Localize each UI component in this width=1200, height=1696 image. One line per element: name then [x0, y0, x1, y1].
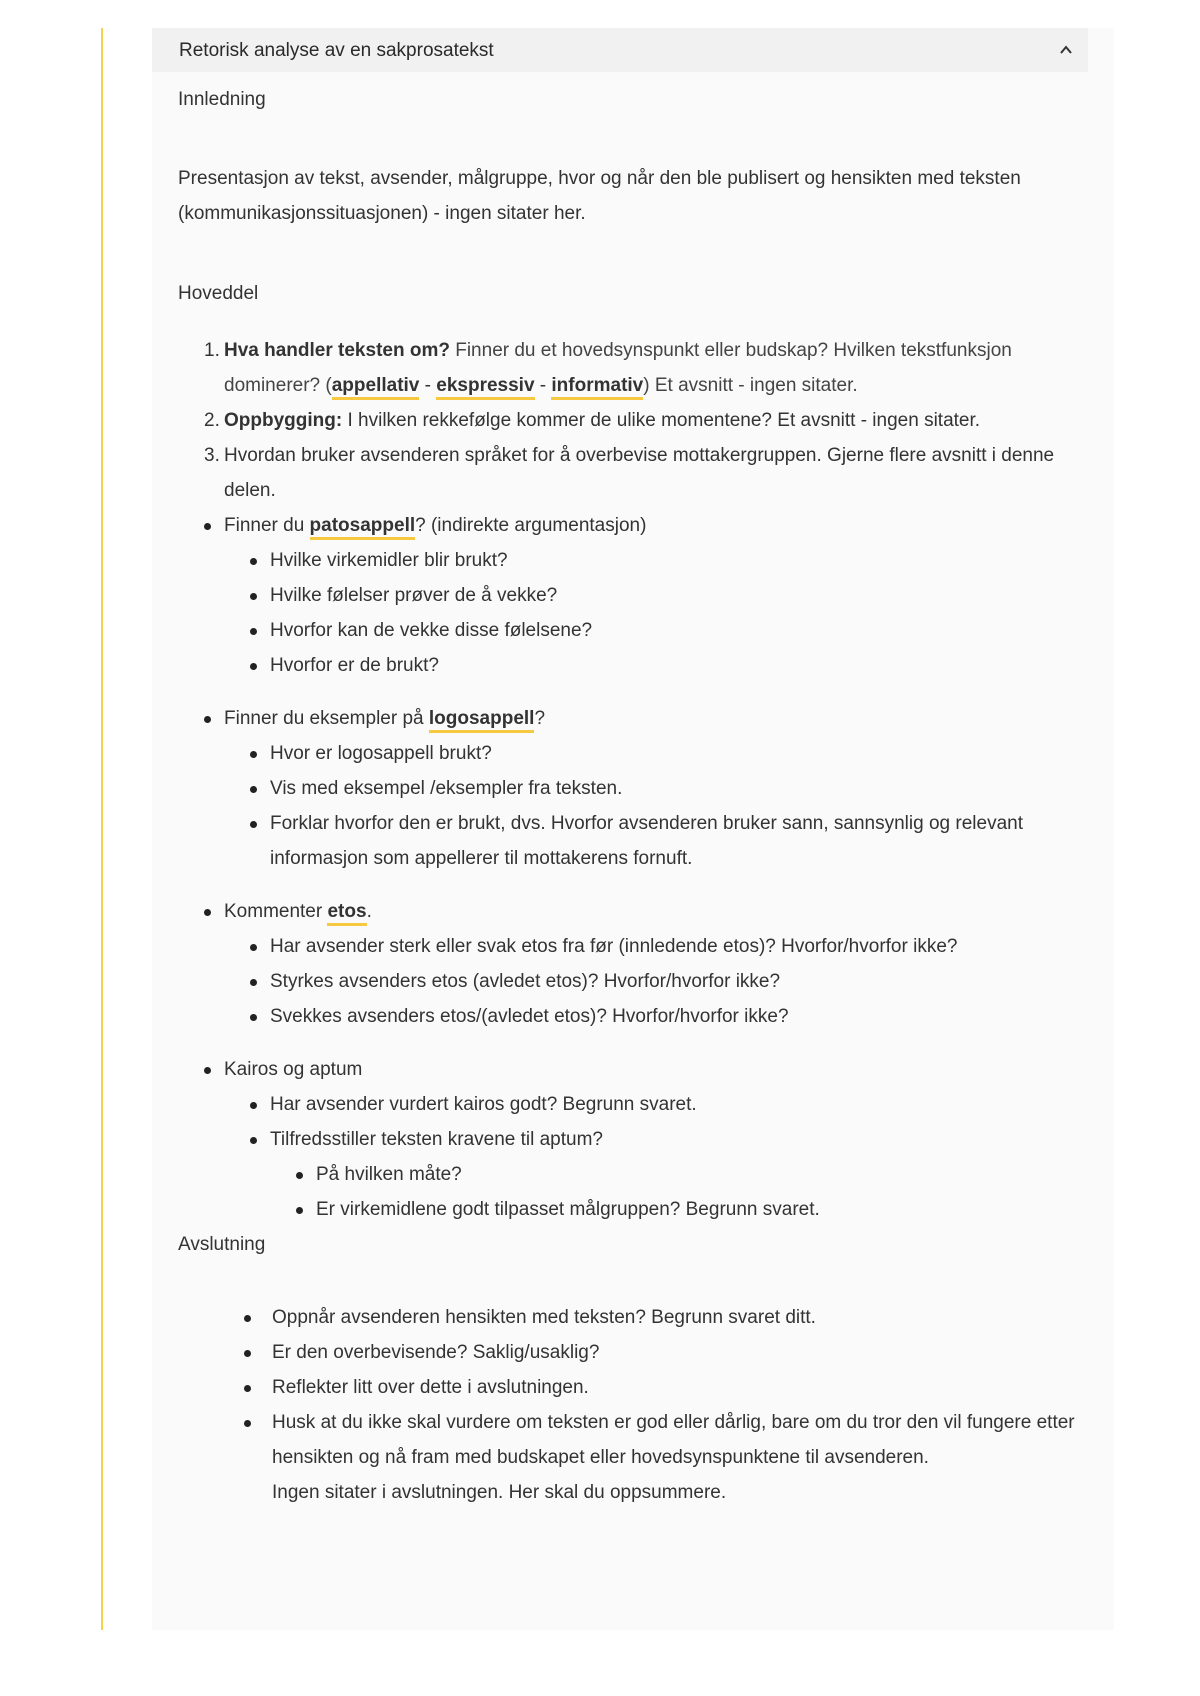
bullet-icon: [204, 1067, 211, 1074]
bullet-icon: [296, 1207, 303, 1214]
main-heading: Hoveddel: [178, 283, 259, 304]
sub-list: [250, 1087, 1078, 1227]
closing-heading: Avslutning: [178, 1234, 266, 1255]
intro-heading: Innledning: [178, 89, 266, 110]
bullet-icon: [244, 1385, 251, 1392]
appeal-list: [204, 508, 1078, 1227]
bullet-icon: [244, 1350, 251, 1357]
bullet-icon: [250, 1014, 257, 1021]
sub-list: [250, 929, 1078, 1034]
list-item: Styrkes avsenders etos (avledet etos)? Hvorfor/hvorfor ikke?: [250, 964, 1078, 999]
accordion-title: Retorisk analyse av en sakprosatekst: [179, 40, 494, 61]
list-item: På hvilken måte?: [296, 1157, 1078, 1192]
closing-note: Ingen sitater i avslutningen. Her skal du oppsummere.: [272, 1482, 727, 1503]
list-item-kairos: Kairos og aptum Har avsender vurdert kairos godt? Begrunn svaret. Tilfredsstiller teksten kravene til aptum? På hvilken måte? Er virkemidlene godt tilpasset målgruppen? Begrunn svaret.: [204, 1052, 1078, 1227]
list-item: Hvilke følelser prøver de å vekke?: [250, 578, 1078, 613]
closing-list: [242, 1300, 1078, 1510]
list-item: Reflekter litt over dette i avslutningen.: [242, 1370, 1078, 1405]
bullet-icon: [250, 593, 257, 600]
bullet-icon: [250, 663, 257, 670]
bullet-icon: [250, 751, 257, 758]
accordion-content: [178, 82, 1078, 1510]
sub-sub-list: [296, 1157, 1078, 1227]
bullet-icon: [250, 628, 257, 635]
list-item: Er den overbevisende? Saklig/usaklig?: [242, 1335, 1078, 1370]
glossary-link-informativ[interactable]: informativ: [551, 375, 643, 400]
bullet-icon: [250, 821, 257, 828]
list-item: Hvor er logosappell brukt?: [250, 736, 1078, 771]
bullet-icon: [296, 1172, 303, 1179]
list-item: Har avsender vurdert kairos godt? Begrunn svaret.: [250, 1087, 1078, 1122]
list-item: 3. Hvordan bruker avsenderen språket for å overbevise mottakergruppen. Gjerne flere avsnitt i denne delen.: [204, 445, 1055, 501]
accordion-header[interactable]: [152, 28, 1088, 72]
list-item: Hvilke virkemidler blir brukt?: [250, 543, 1078, 578]
glossary-link-etos[interactable]: etos: [327, 901, 366, 926]
bullet-icon: [250, 979, 257, 986]
list-item: Hvorfor er de brukt?: [250, 648, 1078, 683]
bullet-icon: [250, 944, 257, 951]
list-item: 1. Hva handler teksten om? Finner du et hovedsynspunkt eller budskap? Hvilken tekstfunksjon dominerer? (appellativ - ekspressiv - informativ) Et avsnitt - ingen sitater.: [204, 333, 1078, 403]
bullet-icon: [250, 1137, 257, 1144]
list-item: Tilfredsstiller teksten kravene til aptum? På hvilken måte? Er virkemidlene godt tilpasset målgruppen? Begrunn svaret.: [250, 1122, 1078, 1227]
glossary-link-logosappell[interactable]: logosappell: [429, 708, 535, 733]
sub-list: [250, 736, 1078, 876]
bullet-icon: [250, 558, 257, 565]
bullet-icon: [204, 523, 211, 530]
glossary-link-appellativ[interactable]: appellativ: [332, 375, 420, 400]
glossary-link-ekspressiv[interactable]: ekspressiv: [436, 375, 534, 400]
list-item: Hvorfor kan de vekke disse følelsene?: [250, 613, 1078, 648]
list-item: Er virkemidlene godt tilpasset målgruppen? Begrunn svaret.: [296, 1192, 1078, 1227]
list-item-pathos: Finner du patosappell? (indirekte argumentasjon) Hvilke virkemidler blir brukt? Hvilke følelser prøver de å vekke? Hvorfor kan de vekke disse følelsene? Hvorfor er de brukt?: [204, 508, 1078, 683]
sub-list: [250, 543, 1078, 683]
chevron-up-icon[interactable]: [1058, 42, 1074, 58]
bullet-icon: [204, 909, 211, 916]
list-item-ethos: Kommenter etos. Har avsender sterk eller svak etos fra før (innledende etos)? Hvorfor/hvorfor ikke? Styrkes avsenders etos (avledet etos)? Hvorfor/hvorfor ikke? Svekkes avsenders etos/(avledet etos)? Hvorfor/hvorfor ikke?: [204, 894, 1078, 1034]
list-item-logos: Finner du eksempler på logosappell? Hvor er logosappell brukt? Vis med eksempel /eksempler fra teksten. Forklar hvorfor den er brukt, dvs. Hvorfor avsenderen bruker sann, sannsynlig og relevant informasjon som appellerer til mottakerens fornuft.: [204, 701, 1078, 876]
glossary-link-patosappell[interactable]: patosappell: [310, 515, 416, 540]
list-item: Vis med eksempel /eksempler fra teksten.: [250, 771, 1078, 806]
list-item: Husk at du ikke skal vurdere om teksten er god eller dårlig, bare om du tror den vil fungere etter hensikten og nå fram med budskapet eller hovedsynspunktene til avsenderen. Ingen sitater i avslutningen. Her skal du oppsummere.: [242, 1405, 1078, 1510]
bullet-icon: [244, 1315, 251, 1322]
list-item: Svekkes avsenders etos/(avledet etos)? Hvorfor/hvorfor ikke?: [250, 999, 1078, 1034]
bullet-icon: [250, 1102, 257, 1109]
bullet-icon: [244, 1420, 251, 1427]
bullet-icon: [250, 786, 257, 793]
intro-text: Presentasjon av tekst, avsender, målgruppe, hvor og når den ble publisert og hensikten med teksten (kommunikasjonssituasjonen) - ingen sitater her.: [178, 168, 1021, 224]
list-item: 2. Oppbygging: I hvilken rekkefølge kommer de ulike momentene? Et avsnitt - ingen sitater.: [204, 410, 981, 431]
bullet-icon: [204, 716, 211, 723]
list-item: Oppnår avsenderen hensikten med teksten? Begrunn svaret ditt.: [242, 1300, 1078, 1335]
list-item: Forklar hvorfor den er brukt, dvs. Hvorfor avsenderen bruker sann, sannsynlig og relevant informasjon som appellerer til mottakerens fornuft.: [250, 806, 1078, 876]
main-numbered-list: [178, 333, 1078, 508]
list-item: Har avsender sterk eller svak etos fra før (innledende etos)? Hvorfor/hvorfor ikke?: [250, 929, 1078, 964]
accent-line: [101, 28, 103, 1630]
